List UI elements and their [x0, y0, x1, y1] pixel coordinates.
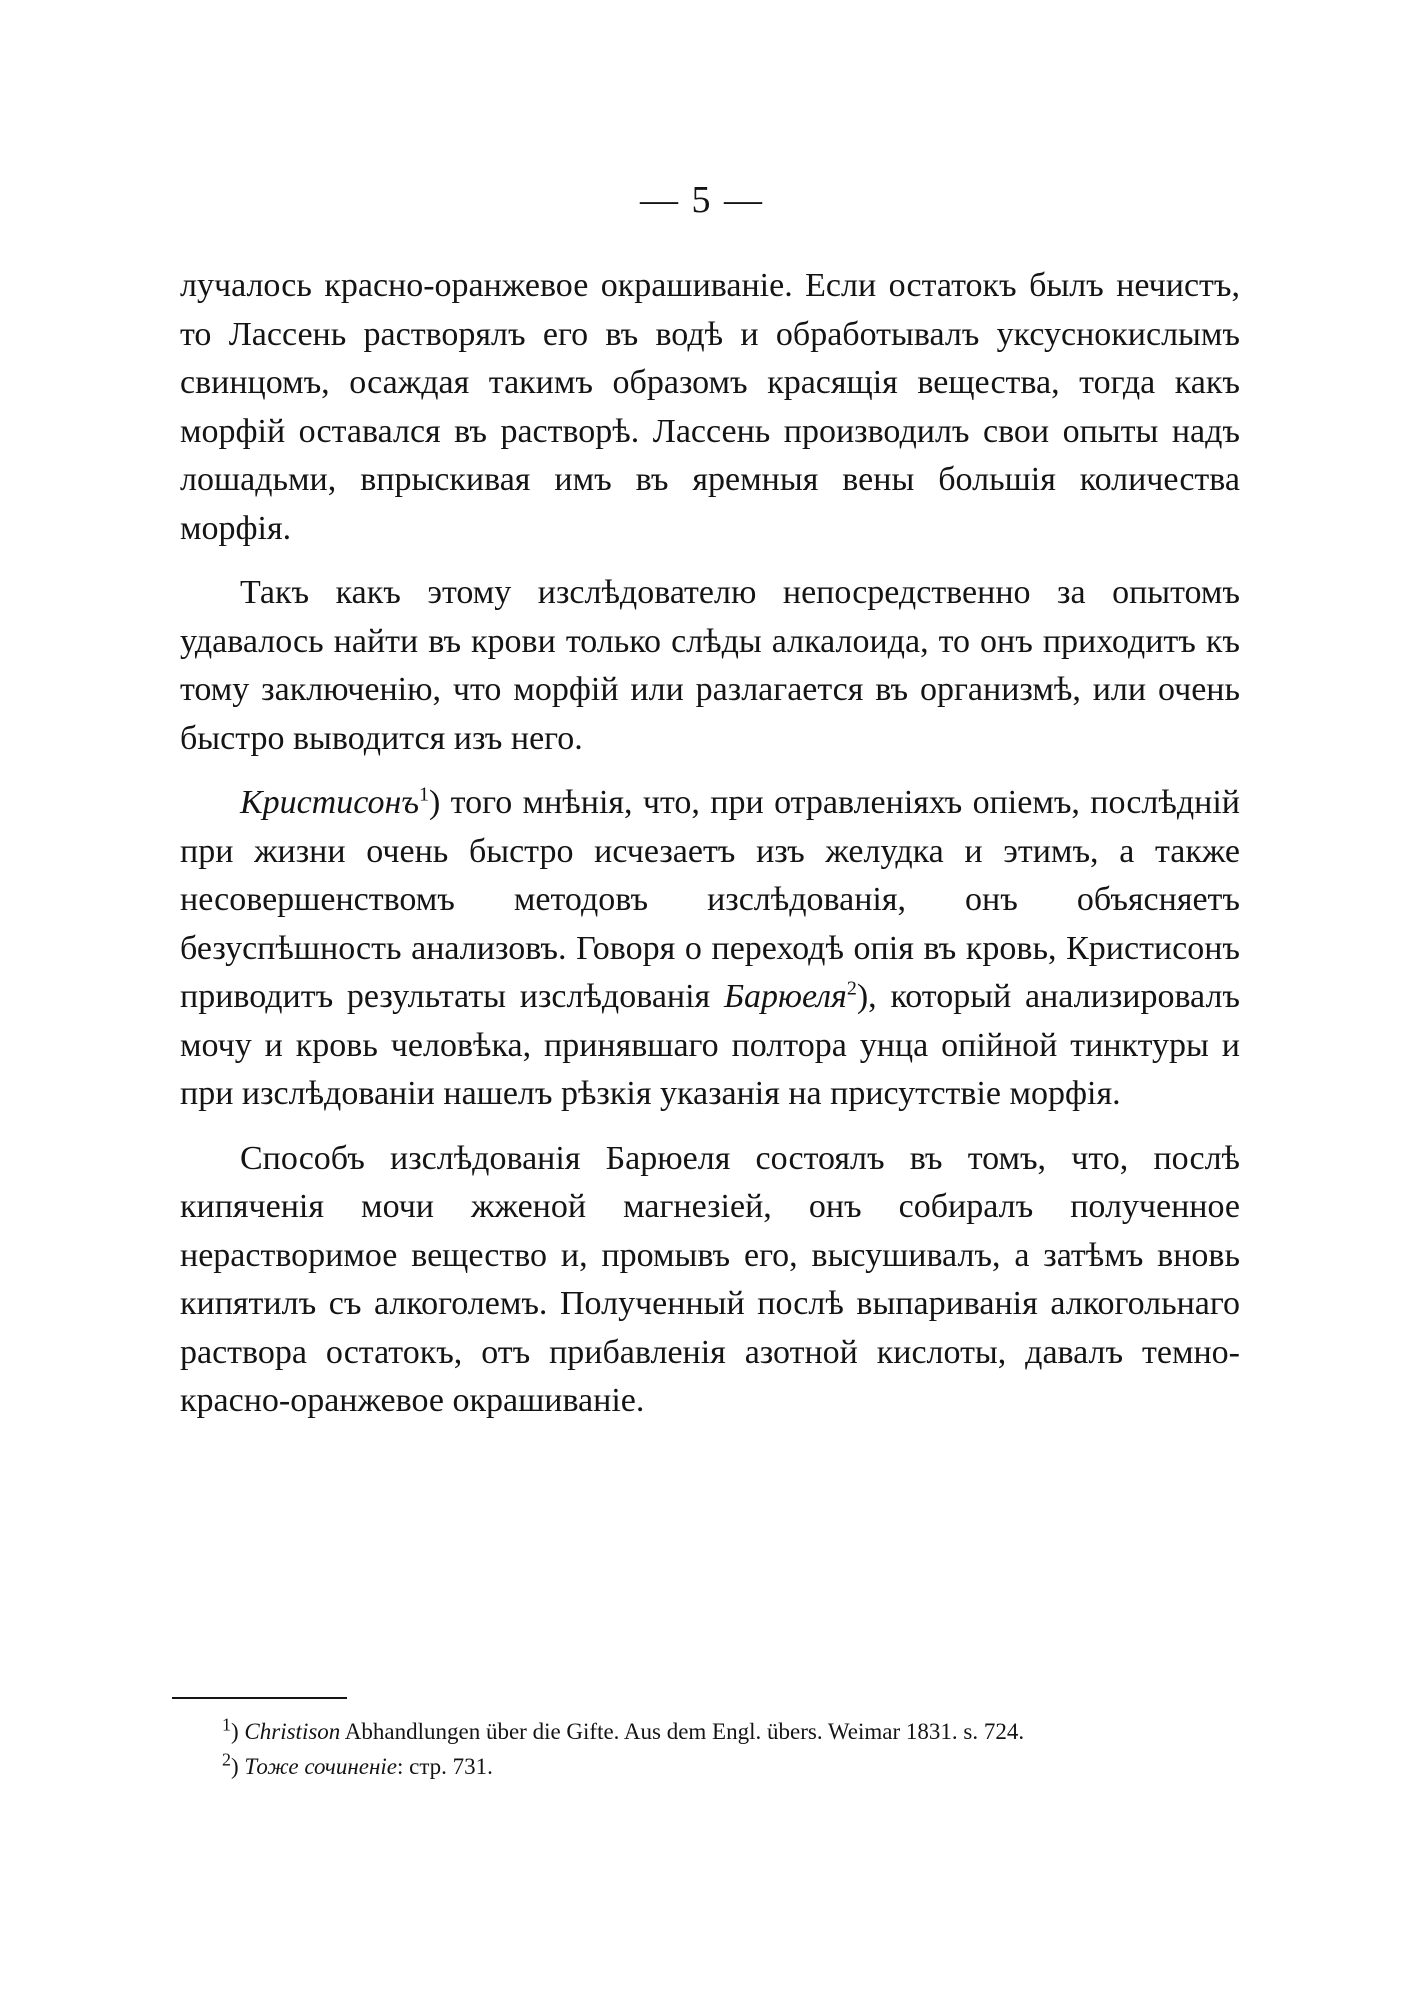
- footnote-2-text: : стр. 731.: [397, 1754, 493, 1779]
- body-text: [180, 262, 1240, 1442]
- footnote-2-mark: 2: [222, 1749, 231, 1770]
- paragraph-2: Такъ какъ этому изслѣдователю непосредственно за опытомъ удавалось найти въ крови только слѣды алкалоида, то онъ приходитъ къ тому заключенію, что морфій или разлагается въ организмѣ, или очень быстро выводится изъ него.: [180, 574, 1240, 757]
- paragraph-1: лучалось красно-оранжевое окрашиваніе. Если остатокъ былъ нечистъ, то Лассень растворялъ его въ водѣ и обработывалъ уксуснокислымъ свинцомъ, осаждая такимъ образомъ красящія вещества, тогда какъ морфій оставался въ растворѣ. Лассень производилъ свои опыты надъ лошадьми, впрыскивая имъ въ яремныя вены большія количества морфія.: [180, 267, 1240, 547]
- footnote-ref-2: 2: [846, 977, 857, 1000]
- paragraph-4: Способъ изслѣдованія Барюеля состоялъ въ томъ, что, послѣ кипяченія мочи жженой магнезіей, онъ собиралъ полученное нерастворимое вещество и, промывъ его, высушивалъ, а затѣмъ вновь кипятилъ съ алкоголемъ. Полученный послѣ выпариванія алкогольнаго раствора остатокъ, отъ прибавленія азотной кислоты, давалъ темно-красно-оранжевое окрашиваніе.: [180, 1139, 1240, 1419]
- footnote-ref-1: 1: [418, 783, 429, 806]
- footnote-1: $^1$) Christison Abhandlungen über die Gifte. Aus dem Engl. übers. Weimar 1831. s. 724.: [222, 1714, 1025, 1744]
- footnote-1-author: Christison: [244, 1719, 341, 1744]
- author-barruel: Барюеля: [723, 978, 847, 1015]
- paragraph-3-text-b: ), который анализировалъ мочу и кровь человѣка, принявшаго полтора унца опійной тинктуры и при изслѣдованіи нашелъ рѣзкія указанія на присутствіе морфія.: [180, 978, 1240, 1112]
- paragraph-3: [180, 779, 1240, 1119]
- page-number: — 5 —: [640, 179, 764, 221]
- footnote-2: $^2$) Тоже сочиненіе: стр. 731.: [222, 1749, 493, 1779]
- author-christison: Кристисонъ: [240, 784, 419, 821]
- footnotes: [172, 1715, 1222, 1783]
- paragraph-3-text-a: ) того мнѣнія, что, при отравленіяхъ опіемъ, послѣдній при жизни очень быстро исчезаетъ изъ желудка и этимъ, а также несовершенствомъ методовъ изслѣдованія, онъ объясняетъ безуспѣшность анализовъ. Говоря о переходѣ опія въ кровь, Кристисонъ приводитъ результаты изслѣдованія: [180, 784, 1240, 1015]
- footnote-divider: [172, 1697, 347, 1699]
- footnote-2-title: Тоже сочиненіе: [244, 1754, 397, 1779]
- footnote-1-mark: 1: [222, 1714, 231, 1735]
- footnote-1-text: Abhandlungen über die Gifte. Aus dem Engl. übers. Weimar 1831. s. 724.: [340, 1719, 1025, 1744]
